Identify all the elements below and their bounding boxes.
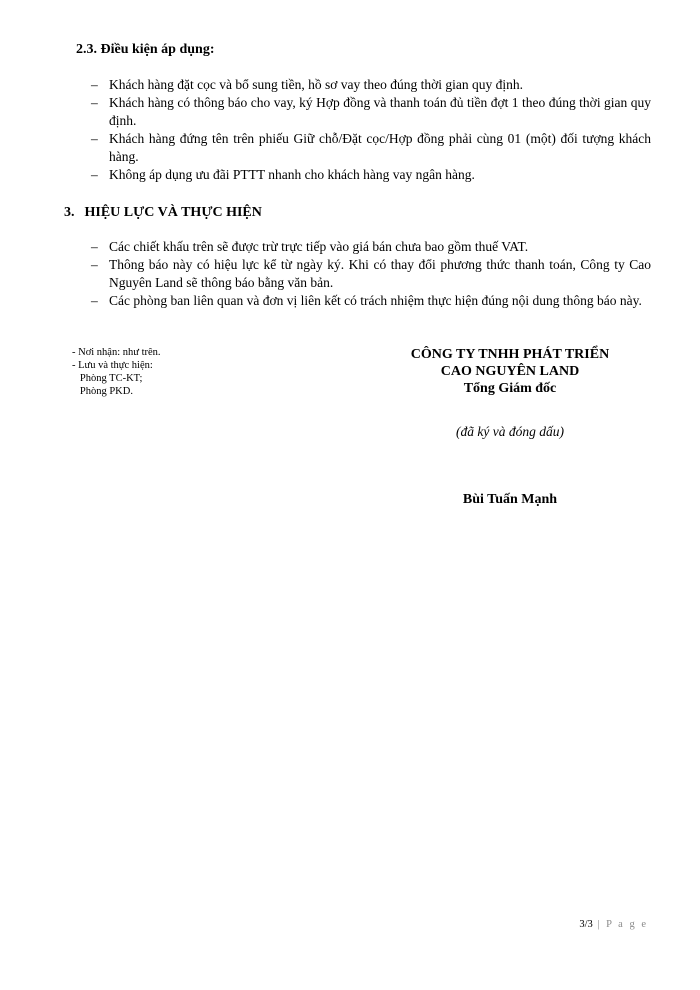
signature-company	[380, 346, 640, 397]
bullet-dash: –	[91, 239, 98, 254]
recipients-block	[72, 346, 161, 398]
section-2-3-title: 2.3. Điều kiện áp dụng:	[76, 42, 215, 57]
bullet-dash: –	[91, 293, 98, 308]
company-name-line2: CAO NGUYÊN LAND	[440, 364, 580, 379]
recipients-line: - Lưu và thực hiện:	[72, 360, 153, 371]
section-3-number: 3.	[64, 205, 75, 220]
recipients-line: Phòng TC-KT;	[72, 373, 143, 384]
page-number: 3/3	[579, 919, 593, 930]
list-item	[91, 166, 651, 184]
page-footer	[579, 919, 648, 930]
list-item	[91, 76, 651, 94]
bullet-dash: –	[91, 131, 98, 146]
list-item-text: Các chiết khấu trên sẽ được trừ trực tiếp vào giá bán chưa bao gồm thuế VAT.	[109, 239, 529, 254]
list-item	[91, 94, 651, 130]
bullet-dash: –	[91, 95, 98, 110]
bullet-dash: –	[91, 77, 98, 92]
section-3-title: HIỆU LỰC VÀ THỰC HIỆN	[84, 205, 262, 220]
list-item-text: Thông báo này có hiệu lực kể từ ngày ký. Khi có thay đổi phương thức thanh toán, Công ty Cao Nguyên Land sẽ thông báo bằng văn bản.	[109, 257, 651, 290]
section-3-list	[91, 238, 651, 310]
list-item-text: Khách hàng có thông báo cho vay, ký Hợp đồng và thanh toán đủ tiền đợt 1 theo đúng thời gian quy định.	[109, 95, 651, 128]
bullet-dash: –	[91, 257, 98, 272]
signature-note: (đã ký và đóng dấu)	[456, 424, 564, 439]
list-item-text: Các phòng ban liên quan và đơn vị liên kết có trách nhiệm thực hiện đúng nội dung thông báo này.	[109, 293, 642, 308]
company-name-line1: CÔNG TY TNHH PHÁT TRIỂN	[410, 347, 610, 362]
list-item-text: Không áp dụng ưu đãi PTTT nhanh cho khách hàng vay ngân hàng.	[109, 167, 475, 182]
bullet-dash: –	[91, 167, 98, 182]
list-item	[91, 238, 651, 256]
page-label: P a g e	[606, 919, 648, 930]
list-item	[91, 292, 651, 310]
recipients-line: - Nơi nhận: như trên.	[72, 347, 161, 358]
section-2-3-list	[91, 76, 651, 184]
signer-position: Tổng Giám đốc	[463, 381, 557, 396]
list-item	[91, 130, 651, 166]
list-item-text: Khách hàng đứng tên trên phiếu Giữ chỗ/Đặt cọc/Hợp đồng phải cùng 01 (một) đối tượng khách hàng.	[109, 131, 651, 164]
section-3-heading	[64, 205, 262, 221]
signer-name: Bùi Tuấn Mạnh	[462, 492, 558, 507]
recipients-line: Phòng PKD.	[72, 386, 133, 397]
list-item	[91, 256, 651, 292]
list-item-text: Khách hàng đặt cọc và bổ sung tiền, hồ sơ vay theo đúng thời gian quy định.	[109, 77, 523, 92]
page-separator: |	[592, 919, 607, 930]
